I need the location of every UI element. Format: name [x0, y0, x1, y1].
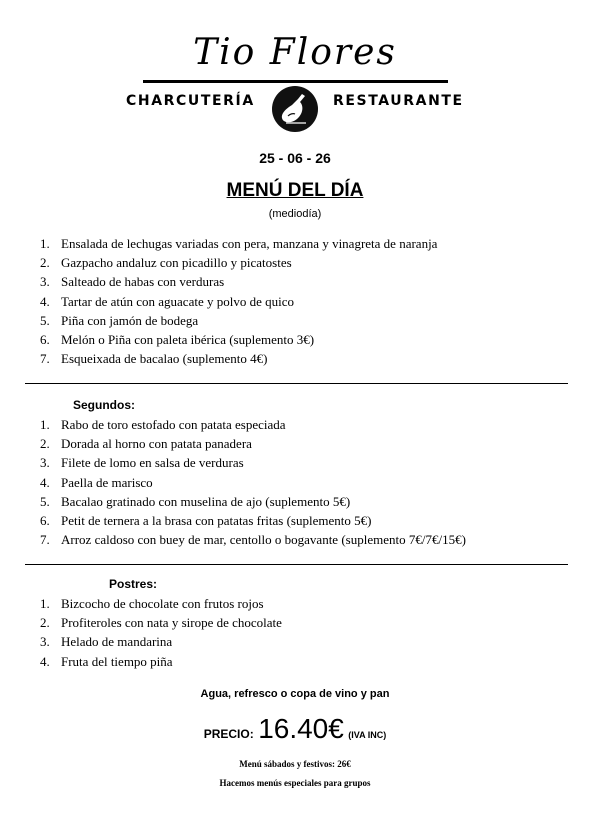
menu-title: MENÚ DEL DÍA	[226, 180, 364, 201]
price-tax-note: (IVA INC)	[348, 730, 387, 740]
weekend-price-note: Menú sábados y festivos: 26€	[239, 759, 351, 769]
section-divider	[25, 564, 568, 565]
price-value: 16.40€	[258, 713, 344, 744]
segundos-heading: Segundos:	[73, 398, 135, 412]
ham-leg-icon	[272, 86, 318, 132]
groups-note: Hacemos menús especiales para grupos	[219, 778, 371, 788]
menu-date: 25 - 06 - 26	[259, 150, 331, 166]
logo-right-text: RESTAURANTE	[333, 93, 464, 109]
logo-left-text: CHARCUTERÍA	[126, 93, 255, 109]
price-label: PRECIO:	[203, 727, 254, 741]
section-divider	[25, 383, 568, 384]
menu-subtitle: (mediodía)	[268, 208, 322, 220]
price-line	[0, 713, 590, 745]
restaurant-logo	[0, 30, 590, 130]
drinks-included: Agua, refresco o copa de vino y pan	[200, 688, 390, 700]
logo-divider	[143, 80, 448, 83]
logo-name: Tio Flores	[193, 32, 397, 73]
postres-heading: Postres:	[109, 577, 158, 591]
